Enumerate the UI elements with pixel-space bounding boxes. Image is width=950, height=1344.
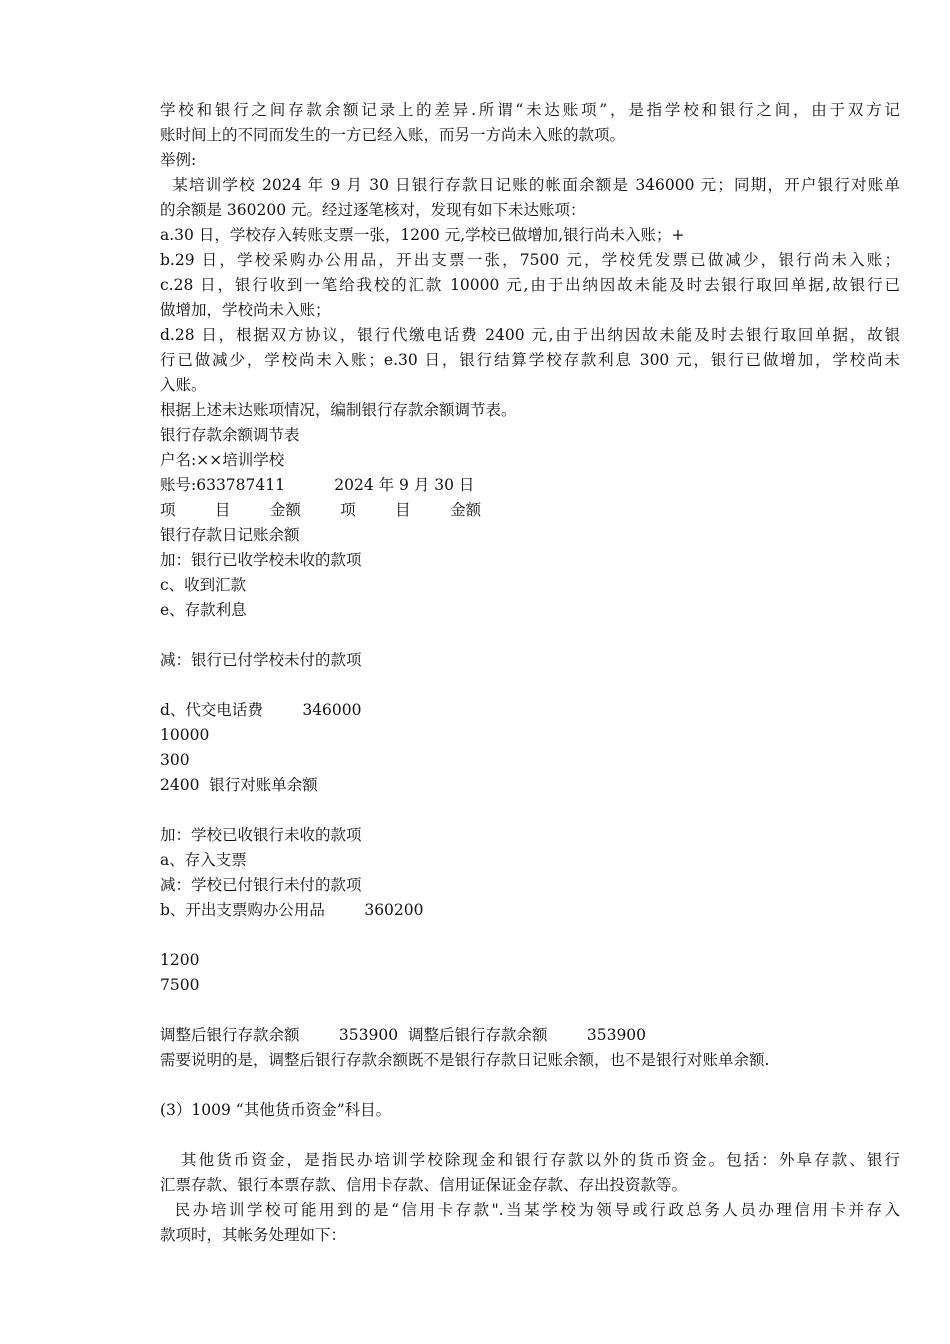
text-line: 10000 [160, 726, 210, 744]
text-line: 7500 [160, 976, 200, 994]
text-line: b、开出支票购办公用品 360200 [160, 901, 424, 919]
text-line: 加：学校已收银行未收的款项 [160, 826, 362, 844]
text-line: a.30 日，学校存入转账支票一张，1200 元,学校已做增加,银行尚未入账；+ [160, 226, 685, 244]
text-line: 调整后银行存款余额 353900 调整后银行存款余额 353900 [160, 1026, 647, 1044]
text-line: 300 [160, 751, 190, 769]
text-line: b.29 日，学校采购办公用品，开出支票一张，7500 元，学校凭发票已做减少，银行尚未入账； [160, 251, 900, 269]
text-line: (3）1009 “其他货币资金”科目。 [160, 1101, 392, 1119]
blank-line [160, 998, 900, 1023]
text-line: 学校和银行之间存款余额记录上的差异.所谓“未达账项”，是指学校和银行之间，由于双方记 [160, 101, 900, 119]
text-line: 根据上述未达账项情况，编制银行存款余额调节表。 [160, 401, 517, 419]
text-line: 做增加，学校尚未入账； [160, 301, 331, 319]
text-line: 入账。 [160, 376, 207, 394]
text-line: 需要说明的是，调整后银行存款余额既不是银行存款日记账余额，也不是银行对账单余额. [160, 1051, 770, 1069]
text-line: 减：学校已付银行未付的款项 [160, 876, 362, 894]
text-line: 加：银行已收学校未收的款项 [160, 551, 362, 569]
text-line: 减：银行已付学校未付的款项 [160, 651, 362, 669]
text-line: 款项时，其帐务处理如下： [160, 1226, 347, 1244]
blank-line [160, 673, 900, 698]
text-line: 账时间上的不同而发生的一方已经入账，而另一方尚未入账的款项。 [160, 126, 626, 144]
text-line: 行已做减少，学校尚未入账；e.30 日，银行结算学校存款利息 300 元，银行已做增加，学校尚未 [160, 351, 900, 369]
blank-line [160, 623, 900, 648]
blank-line [160, 923, 900, 948]
text-line: c、收到汇款 [160, 576, 247, 594]
text-line: 户名:××培训学校 [160, 451, 285, 469]
text-line: 项 目 金额 项 目 金额 [160, 501, 482, 519]
text-line: 的余额是 360200 元。经过逐笔核对，发现有如下未达账项： [160, 201, 586, 219]
text-line: 举例: [160, 151, 197, 169]
blank-line [160, 798, 900, 823]
text-line: 2400 银行对账单余额 [160, 776, 318, 794]
text-line: 账号:633787411 2024 年 9 月 30 日 [160, 476, 475, 494]
text-line: 银行存款余额调节表 [160, 426, 300, 444]
text-line: 其他货币资金，是指民办培训学校除现金和银行存款以外的货币资金。包括：外阜存款、银行 [160, 1151, 900, 1169]
text-line: c.28 日，银行收到一笔给我校的汇款 10000 元,由于出纳因故未能及时去银行取回单据,故银行已 [160, 276, 900, 294]
text-line: 1200 [160, 951, 200, 969]
text-line: a、存入支票 [160, 851, 247, 869]
text-line: d、代交电话费 346000 [160, 701, 362, 719]
document-page [160, 98, 900, 1248]
text-line: 银行存款日记账余额 [160, 526, 300, 544]
text-line: 汇票存款、银行本票存款、信用卡存款、信用证保证金存款、存出投资款等。 [160, 1176, 688, 1194]
text-line: 民办培训学校可能用到的是“信用卡存款".当某学校为领导或行政总务人员办理信用卡并存入 [160, 1201, 900, 1219]
blank-line [160, 1123, 900, 1148]
text-line: 某培训学校 2024 年 9 月 30 日银行存款日记账的帐面余额是 346000 元；同期，开户银行对账单 [160, 176, 900, 194]
blank-line [160, 1073, 900, 1098]
text-line: e、存款利息 [160, 601, 247, 619]
text-line: d.28 日，根据双方协议，银行代缴电话费 2400 元,由于出纳因故未能及时去银行取回单据，故银 [160, 326, 900, 344]
